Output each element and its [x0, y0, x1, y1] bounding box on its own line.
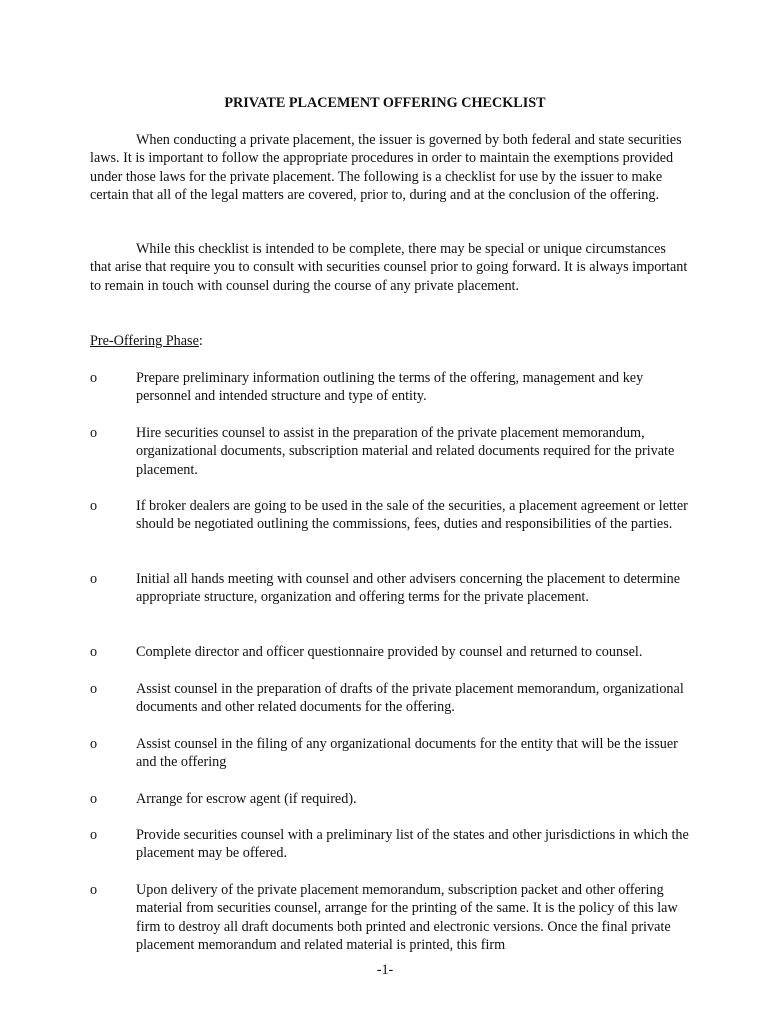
checklist-item-text: Hire securities counsel to assist in the preparation of the private placement memorandum, organizational documents, subscription material and related documents required for the private placement.: [136, 425, 675, 478]
section-heading: [90, 332, 203, 350]
bullet-icon: o: [90, 370, 98, 386]
checklist-item-text: Complete director and officer questionnaire provided by counsel and returned to counsel.: [136, 644, 643, 660]
checklist-item-text: Assist counsel in the filing of any organizational documents for the entity that will be the issuer and the offering: [136, 736, 678, 771]
bullet-icon: o: [90, 736, 98, 752]
bullet-icon: o: [90, 882, 98, 898]
bullet-icon: o: [90, 681, 98, 697]
bullet-icon: o: [90, 791, 98, 807]
checklist-item-text: If broker dealers are going to be used in the sale of the securities, a placement agreement or letter should be negotiated outlining the commissions, fees, duties and responsibilities of the parties.: [136, 498, 688, 533]
section-heading-text: Pre-Offering Phase: [90, 333, 199, 349]
checklist-item-text: Assist counsel in the preparation of drafts of the private placement memorandum, organizational documents and other related documents for the offering.: [136, 681, 684, 716]
document-title: PRIVATE PLACEMENT OFFERING CHECKLIST: [224, 95, 546, 111]
page-number: -1-: [376, 962, 394, 978]
checklist-item-text: Provide securities counsel with a preliminary list of the states and other jurisdictions in which the placement may be offered.: [136, 827, 689, 862]
intro-paragraph: When conducting a private placement, the issuer is governed by both federal and state securities laws. It is important to follow the appropriate procedures in order to maintain the exemptions provided under those laws for the private placement. The following is a checklist for use by the issuer to make certain that all of the legal matters are covered, prior to, during and at the conclusion of the offering.: [90, 132, 682, 203]
checklist-item-text: Prepare preliminary information outlining the terms of the offering, management and key personnel and intended structure and type of entity.: [136, 370, 644, 405]
bullet-icon: o: [90, 644, 98, 660]
bullet-icon: o: [90, 425, 98, 441]
checklist-item-text: Upon delivery of the private placement memorandum, subscription packet and other offering material from securities counsel, arrange for the printing of the same. It is the policy of this law firm to destroy all draft documents both printed and electronic versions. Once the final private placement memorandum and related material is printed, this firm: [136, 882, 678, 953]
checklist-item-text: Initial all hands meeting with counsel and other advisers concerning the placement to determine appropriate structure, organization and offering terms for the private placement.: [136, 571, 681, 606]
section-heading-colon: :: [198, 333, 203, 349]
bullet-icon: o: [90, 571, 98, 587]
bullet-icon: o: [90, 498, 98, 514]
bullet-icon: o: [90, 827, 98, 843]
counsel-paragraph: While this checklist is intended to be complete, there may be special or unique circumstances that arise that require you to consult with securities counsel prior to going forward. It is always important to remain in touch with counsel during the course of any private placement.: [90, 241, 688, 294]
checklist-item-text: Arrange for escrow agent (if required).: [136, 791, 357, 807]
